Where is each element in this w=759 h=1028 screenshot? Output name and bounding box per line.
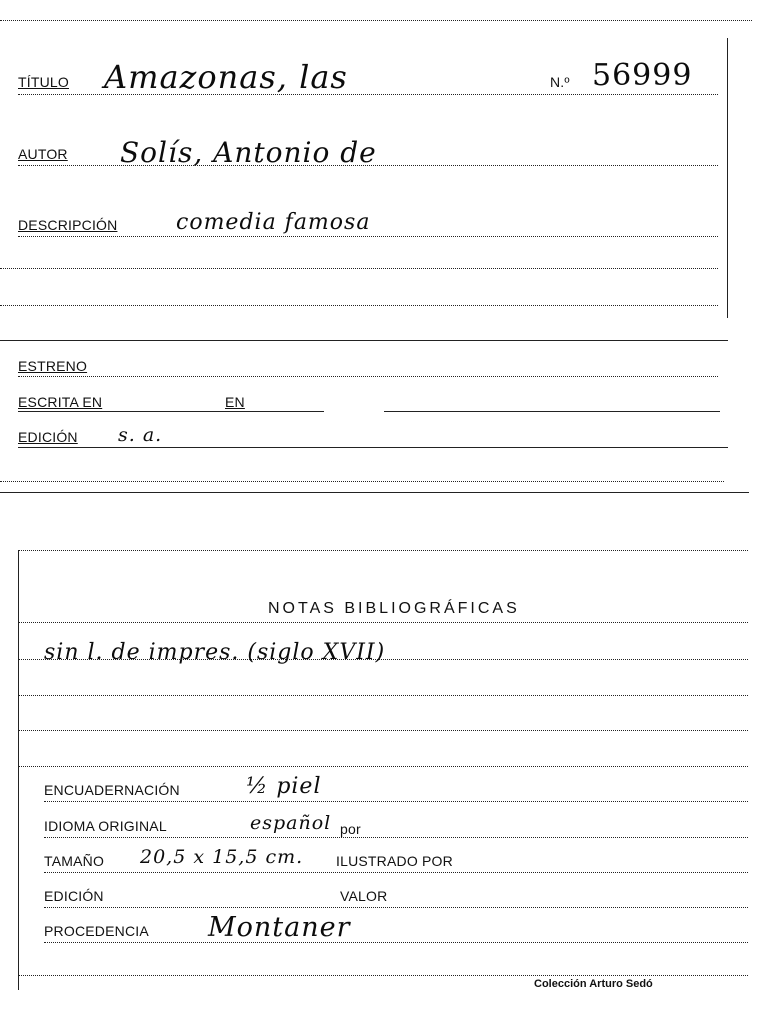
descripcion-label: DESCRIPCIÓN	[18, 217, 118, 233]
blank-line-2	[0, 305, 718, 306]
card2-bottom-line	[18, 975, 748, 976]
tamano-label: TAMAÑO	[44, 853, 105, 869]
nota-value: sin l. de impres. (siglo XVII)	[44, 640, 386, 665]
idioma-value: español	[250, 812, 332, 834]
notas-line-4	[18, 766, 748, 767]
en-label: EN	[225, 394, 245, 410]
escrita-en-label: ESCRITA EN	[18, 394, 103, 410]
edicion-label: EDICIÓN	[18, 429, 78, 445]
encuadernacion-line	[44, 801, 748, 802]
valor-label: VALOR	[340, 888, 388, 904]
descripcion-value: comedia famosa	[176, 210, 371, 235]
escrita-line-a	[18, 411, 324, 412]
por-label: por	[340, 821, 361, 837]
procedencia-line	[44, 942, 748, 943]
card2-top-border	[18, 550, 748, 551]
edicion-value: s. a.	[118, 424, 163, 446]
autor-label: AUTOR	[18, 146, 68, 162]
card1-bottom-dots	[0, 481, 724, 482]
card1-bottom-border	[0, 492, 749, 493]
encuadernacion-value: ½ piel	[246, 774, 322, 799]
notas-line-3	[18, 730, 748, 731]
edicion-line	[18, 447, 728, 448]
titulo-line	[18, 94, 718, 95]
numero-label: N.º	[550, 74, 570, 90]
notas-line-1	[18, 659, 748, 660]
notas-heading: NOTAS BIBLIOGRÁFICAS	[268, 600, 520, 617]
notas-line-2	[18, 695, 748, 696]
encuadernacion-label: ENCUADERNACIÓN	[44, 782, 180, 798]
collection-footer: Colección Arturo Sedó	[534, 978, 653, 990]
tamano-line	[44, 872, 748, 873]
escrita-line-b	[384, 411, 720, 412]
descripcion-line	[18, 236, 718, 237]
procedencia-value: Montaner	[208, 912, 351, 943]
numero-value: 56999	[592, 58, 693, 93]
edicion2-label: EDICIÓN	[44, 888, 104, 904]
autor-value: Solís, Antonio de	[120, 136, 377, 169]
estreno-line	[18, 376, 718, 377]
ilustrado-label: ILUSTRADO POR	[336, 853, 453, 869]
blank-line-3	[0, 340, 728, 341]
estreno-label: ESTRENO	[18, 358, 88, 374]
idioma-line	[44, 837, 748, 838]
edicion2-line	[44, 907, 748, 908]
tamano-value: 20,5 x 15,5 cm.	[140, 846, 304, 868]
titulo-label: TÍTULO	[18, 74, 69, 90]
card2-left-border	[18, 550, 19, 990]
autor-line	[18, 165, 718, 166]
idioma-label: IDIOMA ORIGINAL	[44, 818, 167, 834]
procedencia-label: PROCEDENCIA	[44, 923, 149, 939]
titulo-value: Amazonas, las	[104, 58, 348, 96]
card1-right-border	[727, 38, 728, 318]
card1-top-border	[0, 20, 752, 21]
blank-line-1	[0, 268, 718, 269]
notas-line-0	[18, 622, 748, 623]
